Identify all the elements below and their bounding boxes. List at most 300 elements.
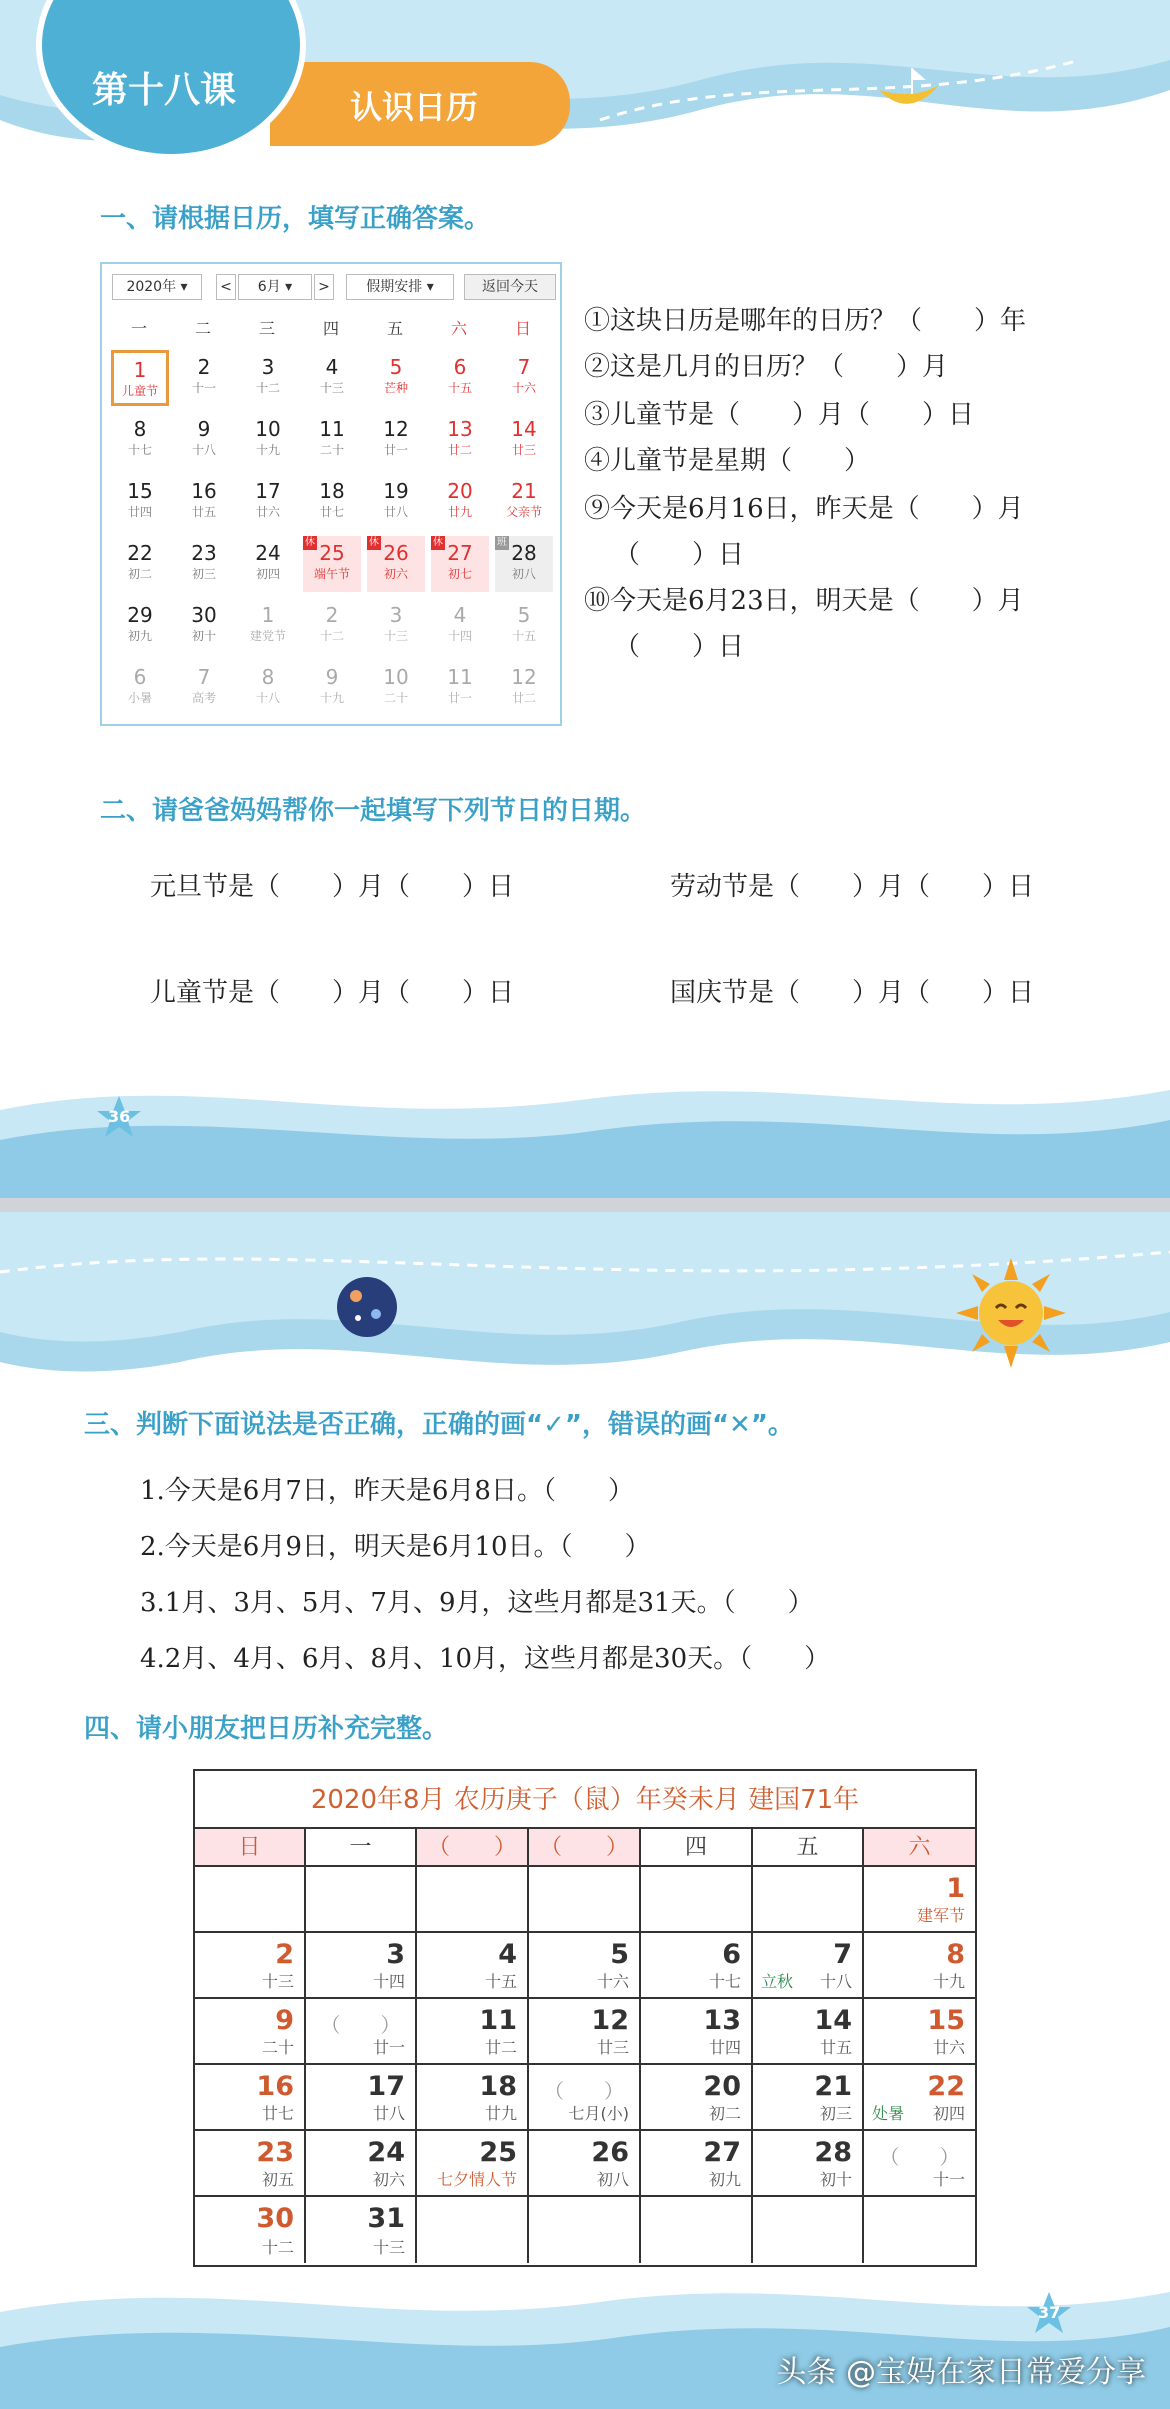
day-number: 21 <box>511 479 537 503</box>
lunar-label: 端午节 <box>313 567 350 581</box>
calendar-day-cell[interactable] <box>175 598 233 654</box>
lunar-label: 十七 <box>127 443 152 457</box>
lunar-label: 廿七 <box>261 2104 294 2123</box>
calendar-day-cell[interactable] <box>111 474 169 530</box>
lunar-label: 小暑 <box>127 691 152 705</box>
calendar-day-cell <box>641 1933 753 1999</box>
holiday-tag: 休 <box>305 537 315 548</box>
q2-item-labor-day: 劳动节是（ ）月（ ）日 <box>670 872 1035 902</box>
day-number: 22 <box>927 2071 965 2102</box>
holiday-tag: 休 <box>369 537 379 548</box>
day-number: 21 <box>814 2071 852 2102</box>
lunar-label: 初四 <box>932 2104 965 2123</box>
lunar-label: 儿童节 <box>121 384 158 398</box>
calendar-day-cell[interactable] <box>495 412 553 468</box>
calendar-day-cell[interactable] <box>239 350 297 406</box>
day-number: 23 <box>191 541 217 565</box>
q1-item: （ ）日 <box>614 540 745 570</box>
lunar-label: 十三 <box>261 1972 294 1991</box>
lunar-label: 十三 <box>372 2238 405 2257</box>
lunar-label: 初四 <box>255 567 280 581</box>
lunar-label: 廿六 <box>255 505 280 519</box>
calendar-day-cell[interactable] <box>367 412 425 468</box>
day-number: 8 <box>946 1939 965 1970</box>
day-number: 7 <box>197 665 211 689</box>
calendar-day-cell[interactable] <box>431 350 489 406</box>
lunar-label: 初五 <box>261 2170 294 2189</box>
calendar-day-cell[interactable] <box>111 412 169 468</box>
lunar-label: 十五 <box>447 381 472 395</box>
watermark: 头条 @宝妈在家日常爱分享 <box>776 2355 1146 2390</box>
calendar-day-cell <box>306 2197 417 2263</box>
q1-item: ⑨今天是6月16日，昨天是（ ）月 <box>584 494 1024 524</box>
lunar-label: 初十 <box>191 629 216 643</box>
holiday-select-value: 假期安排 <box>366 279 423 295</box>
lunar-label: 十五 <box>511 629 536 643</box>
day-number: 15 <box>127 479 153 503</box>
calendar-day-cell[interactable] <box>239 598 297 654</box>
weekday-header: 日 <box>514 319 531 338</box>
weekday-header: 四 <box>641 1829 753 1867</box>
lunar-label: 廿二 <box>447 443 472 457</box>
calendar-day-cell[interactable] <box>239 412 297 468</box>
lunar-label: 初八 <box>511 567 536 581</box>
calendar-day-cell[interactable] <box>175 474 233 530</box>
page-number-star <box>1026 2290 1072 2336</box>
calendar-day-cell <box>306 1867 417 1933</box>
day-number: 9 <box>197 417 211 441</box>
lunar-label: 十八 <box>819 1972 852 1991</box>
calendar-day-cell[interactable] <box>175 660 233 716</box>
day-number: 25 <box>319 541 345 565</box>
calendar-day-cell[interactable] <box>111 536 169 592</box>
calendar-day-cell[interactable] <box>303 412 361 468</box>
lunar-label: 廿七 <box>319 505 344 519</box>
calendar-day-cell[interactable] <box>367 536 425 592</box>
calendar-day-cell <box>864 2197 975 2263</box>
calendar-day-cell <box>641 2197 753 2263</box>
weekday-header: 日 <box>195 1829 306 1867</box>
calendar-day-cell[interactable] <box>175 412 233 468</box>
page-number: 36 <box>108 1107 131 1126</box>
day-number: 11 <box>447 665 473 689</box>
day-number: 26 <box>591 2137 629 2168</box>
calendar-day-cell <box>641 2131 753 2197</box>
lunar-label: 十九 <box>932 1972 965 1991</box>
lunar-label: 建军节 <box>916 1906 965 1925</box>
calendar-day-cell <box>529 2197 641 2263</box>
calendar-day-cell <box>195 1999 306 2065</box>
q2-item-national-day: 国庆节是（ ）月（ ）日 <box>670 978 1035 1008</box>
lunar-label: 廿二 <box>484 2038 517 2057</box>
weekday-header: 三 <box>258 319 275 338</box>
calendar-day-cell[interactable] <box>431 536 489 592</box>
day-number: 11 <box>319 417 345 441</box>
lesson-tab-label: 认识日历 <box>350 88 479 126</box>
day-number: 5 <box>389 355 403 379</box>
year-select[interactable] <box>112 274 202 300</box>
q1-item: ④儿童节是星期（ ） <box>584 446 871 476</box>
calendar-day-cell <box>641 1867 753 1933</box>
day-number: 8 <box>261 665 275 689</box>
lunar-label: 十二 <box>319 629 344 643</box>
calendar-day-cell <box>864 2065 975 2131</box>
lunar-label: 初九 <box>708 2170 741 2189</box>
calendar-day-cell <box>753 1867 864 1933</box>
calendar-day-cell[interactable] <box>175 536 233 592</box>
lunar-label: 初八 <box>596 2170 629 2189</box>
bottom-wave-decoration <box>0 1070 1170 1198</box>
lunar-label: 十七 <box>708 1972 741 1991</box>
lunar-label: 初三 <box>191 567 216 581</box>
lunar-label: 七月(小) <box>568 2104 629 2123</box>
q1-item: （ ）日 <box>614 632 745 662</box>
lunar-label: 初三 <box>819 2104 852 2123</box>
calendar-day-cell[interactable] <box>303 598 361 654</box>
lunar-label: 芒种 <box>383 381 408 395</box>
lunar-label: 廿三 <box>511 443 536 457</box>
lunar-label: 廿四 <box>708 2038 741 2057</box>
weekday-header[interactable]: （ ） <box>529 1829 641 1867</box>
lunar-label: 廿八 <box>372 2104 405 2123</box>
calendar-day-cell[interactable] <box>175 350 233 406</box>
day-number: 2 <box>275 1939 294 1970</box>
day-number: 8 <box>133 417 147 441</box>
lunar-label: 高考 <box>191 691 216 705</box>
calendar-day-cell <box>195 2065 306 2131</box>
day-number: 22 <box>127 541 153 565</box>
calendar-day-cell[interactable] <box>303 350 361 406</box>
day-number: 7 <box>833 1939 852 1970</box>
question-1-title: 一、请根据日历，填写正确答案。 <box>100 204 491 234</box>
calendar-day-cell[interactable] <box>431 412 489 468</box>
calendar-day-cell[interactable] <box>495 598 553 654</box>
day-number: 12 <box>383 417 409 441</box>
calendar-day-cell <box>864 1933 975 1999</box>
solar-term-label: 处暑 <box>872 2104 905 2123</box>
lunar-label: 二十 <box>383 691 408 705</box>
day-number: 9 <box>325 665 339 689</box>
lunar-label: 十一 <box>932 2170 965 2189</box>
prev-month-button[interactable]: < <box>216 274 236 300</box>
weekday-header: 六 <box>450 319 467 338</box>
calendar-day-cell[interactable] <box>431 660 489 716</box>
page-number: 37 <box>1038 2303 1061 2322</box>
calendar-day-cell <box>417 2197 529 2263</box>
lunar-label: 十九 <box>255 443 280 457</box>
sun-icon <box>956 1258 1066 1368</box>
day-number: 14 <box>814 2005 852 2036</box>
day-number: 3 <box>261 355 275 379</box>
calendar-day-cell[interactable] <box>239 536 297 592</box>
chevron-down-icon: ▾ <box>285 279 293 295</box>
day-number: 31 <box>367 2203 405 2234</box>
august-2020-calendar <box>193 1769 977 2267</box>
lunar-label: 建党节 <box>249 629 286 643</box>
calendar-day-cell <box>753 2197 864 2263</box>
calendar-day-cell[interactable] <box>303 536 361 592</box>
calendar-day-cell[interactable] <box>111 660 169 716</box>
calendar-day-cell[interactable] <box>495 660 553 716</box>
weekday-header: 五 <box>386 319 403 338</box>
calendar-day-cell[interactable] <box>495 474 553 530</box>
holiday-tag: 休 <box>433 537 443 548</box>
calendar-day-cell <box>753 1999 864 2065</box>
calendar-day-cell <box>417 2065 529 2131</box>
day-number: 3 <box>389 603 403 627</box>
lesson-tab <box>270 62 570 146</box>
lunar-label: 廿二 <box>511 691 536 705</box>
day-number: 10 <box>383 665 409 689</box>
question-4-title: 四、请小朋友把日历补充完整。 <box>84 1714 449 1744</box>
calendar-day-cell <box>753 2131 864 2197</box>
calendar-day-cell[interactable] <box>111 350 169 406</box>
fill-in-blank[interactable]: （ ） <box>544 2079 624 2103</box>
calendar-day-cell[interactable] <box>239 474 297 530</box>
lunar-label: 初十 <box>819 2170 852 2189</box>
day-number: 16 <box>191 479 217 503</box>
calendar-title: 2020年8月 农历庚子（鼠）年癸未月 建国71年 <box>195 1771 975 1829</box>
day-number: 30 <box>191 603 217 627</box>
q3-item-3: 3.1月、3月、5月、7月、9月，这些月都是31天。（ ） <box>140 1588 814 1618</box>
holiday-select[interactable] <box>346 274 454 300</box>
chevron-down-icon: ▾ <box>426 279 434 295</box>
day-number: 6 <box>453 355 467 379</box>
day-number: 19 <box>383 479 409 503</box>
fill-in-blank[interactable]: （ ） <box>879 2145 960 2169</box>
lunar-label: 初六 <box>383 567 408 581</box>
calendar-day-cell <box>417 1867 529 1933</box>
day-number: 24 <box>255 541 281 565</box>
day-number: 16 <box>256 2071 294 2102</box>
lunar-label: 二十 <box>261 2038 294 2057</box>
q3-item-2: 2.今天是6月9日，明天是6月10日。（ ） <box>140 1532 651 1562</box>
lunar-label: 十二 <box>261 2238 294 2257</box>
q1-item: ①这块日历是哪年的日历？（ ）年 <box>584 306 1027 336</box>
weekday-header: 二 <box>194 319 211 338</box>
day-number: 9 <box>275 2005 294 2036</box>
weekday-header: 六 <box>864 1829 975 1867</box>
calendar-day-cell <box>195 2197 306 2263</box>
day-number: 4 <box>325 355 339 379</box>
lunar-label: 父亲节 <box>505 505 542 519</box>
calendar-day-cell <box>529 1933 641 1999</box>
calendar-day-cell[interactable] <box>303 474 361 530</box>
day-number: 23 <box>256 2137 294 2168</box>
worksheet-page-37 <box>0 1212 1170 2409</box>
lunar-label: 廿四 <box>127 505 152 519</box>
calendar-day-cell[interactable] <box>431 598 489 654</box>
lunar-label: 十三 <box>319 381 344 395</box>
lunar-label: 初九 <box>127 629 152 643</box>
lunar-label: 廿一 <box>447 691 472 705</box>
lunar-label: 初二 <box>127 567 152 581</box>
calendar-day-cell <box>753 2065 864 2131</box>
day-number: 7 <box>517 355 531 379</box>
day-number: 18 <box>479 2071 517 2102</box>
day-number: 4 <box>498 1939 517 1970</box>
calendar-day-cell <box>529 2065 641 2131</box>
day-number: 5 <box>517 603 531 627</box>
day-number: 3 <box>386 1939 405 1970</box>
lunar-label: 廿一 <box>372 2038 405 2057</box>
chevron-down-icon: ▾ <box>180 279 188 295</box>
day-number: 15 <box>927 2005 965 2036</box>
holiday-tag: 班 <box>497 537 507 548</box>
lunar-label: 十八 <box>255 691 280 705</box>
lunar-label: 十四 <box>447 629 472 643</box>
day-number: 1 <box>133 358 147 382</box>
day-number: 13 <box>447 417 473 441</box>
lunar-label: 初六 <box>372 2170 405 2189</box>
weekday-header: 一 <box>130 319 147 338</box>
year-select-value: 2020年 <box>126 279 177 295</box>
day-number: 6 <box>133 665 147 689</box>
lunar-label: 廿一 <box>383 443 408 457</box>
lunar-label: 十四 <box>372 1972 405 1991</box>
calendar-day-cell[interactable] <box>303 660 361 716</box>
lunar-label: 十八 <box>191 443 216 457</box>
day-number: 25 <box>479 2137 517 2168</box>
day-number: 24 <box>367 2137 405 2168</box>
calendar-day-cell[interactable] <box>367 350 425 406</box>
calendar-day-cell <box>529 2131 641 2197</box>
calendar-day-cell[interactable] <box>111 598 169 654</box>
lesson-badge-label: 第十八课 <box>92 70 237 111</box>
day-number: 12 <box>511 665 537 689</box>
day-number: 1 <box>261 603 275 627</box>
weekday-header: 五 <box>753 1829 864 1867</box>
calendar-day-cell <box>529 1999 641 2065</box>
calendar-day-cell <box>306 1999 417 2065</box>
day-number: 13 <box>703 2005 741 2036</box>
june-2020-calendar <box>100 262 562 726</box>
lunar-label: 十六 <box>511 381 536 395</box>
day-number: 28 <box>814 2137 852 2168</box>
day-number: 14 <box>511 417 537 441</box>
month-select[interactable] <box>238 274 312 300</box>
q3-item-4: 4.2月、4月、6月、8月、10月，这些月都是30天。（ ） <box>140 1644 831 1674</box>
day-number: 10 <box>255 417 281 441</box>
calendar-toolbar <box>108 270 554 304</box>
q2-item-childrens-day: 儿童节是（ ）月（ ）日 <box>150 978 515 1008</box>
day-number: 17 <box>255 479 281 503</box>
q1-item: ②这是几月的日历？（ ）月 <box>584 352 949 382</box>
lunar-label: 廿九 <box>484 2104 517 2123</box>
day-number: 12 <box>591 2005 629 2036</box>
day-number: 4 <box>453 603 467 627</box>
calendar-day-cell <box>417 1933 529 1999</box>
q2-item-new-year: 元旦节是（ ）月（ ）日 <box>150 872 515 902</box>
day-number: 20 <box>447 479 473 503</box>
moon-boat-icon <box>874 60 944 120</box>
day-number: 18 <box>319 479 345 503</box>
lunar-label: 廿六 <box>932 2038 965 2057</box>
day-number: 27 <box>703 2137 741 2168</box>
calendar-day-cell <box>864 1999 975 2065</box>
calendar-day-cell[interactable] <box>495 350 553 406</box>
worksheet-page-36 <box>0 0 1170 1198</box>
day-number: 20 <box>703 2071 741 2102</box>
lunar-label: 廿五 <box>819 2038 852 2057</box>
day-number: 28 <box>511 541 537 565</box>
day-number: 29 <box>127 603 153 627</box>
calendar-day-cell <box>306 2131 417 2197</box>
q3-item-1: 1.今天是6月7日，昨天是6月8日。（ ） <box>140 1476 634 1506</box>
calendar-day-cell[interactable] <box>367 598 425 654</box>
calendar-day-cell <box>864 2131 975 2197</box>
calendar-day-cell[interactable] <box>239 660 297 716</box>
page-number-star <box>96 1094 142 1140</box>
calendar-day-cell <box>306 2065 417 2131</box>
question-3-title: 三、判断下面说法是否正确，正确的画“✓”，错误的画“✕”。 <box>84 1410 794 1440</box>
day-number: 6 <box>722 1939 741 1970</box>
calendar-day-cell[interactable] <box>431 474 489 530</box>
lunar-label: 十一 <box>191 381 216 395</box>
weekday-header: 一 <box>306 1829 417 1867</box>
day-number: 5 <box>610 1939 629 1970</box>
lunar-label: 十九 <box>319 691 344 705</box>
day-number: 2 <box>325 603 339 627</box>
q1-item: ⑩今天是6月23日，明天是（ ）月 <box>584 586 1024 616</box>
day-number: 27 <box>447 541 473 565</box>
calendar-day-cell <box>753 1933 864 1999</box>
lunar-label: 十五 <box>484 1972 517 1991</box>
lunar-label: 二十 <box>319 443 344 457</box>
day-number: 17 <box>367 2071 405 2102</box>
lunar-label: 初七 <box>447 567 472 581</box>
lunar-label: 廿八 <box>383 505 408 519</box>
calendar-day-cell <box>195 1867 306 1933</box>
next-month-button[interactable]: > <box>314 274 334 300</box>
lunar-label: 十二 <box>255 381 280 395</box>
calendar-day-cell[interactable] <box>367 474 425 530</box>
day-number: 11 <box>479 2005 517 2036</box>
calendar-day-cell <box>195 1933 306 1999</box>
back-to-today-button[interactable]: 返回今天 <box>464 274 556 300</box>
day-number: 30 <box>256 2203 294 2234</box>
question-2-title: 二、请爸爸妈妈帮你一起填写下列节日的日期。 <box>100 796 647 826</box>
lunar-label: 七夕情人节 <box>436 2170 517 2189</box>
calendar-day-cell <box>641 2065 753 2131</box>
calendar-day-cell <box>195 2131 306 2197</box>
lunar-label: 廿九 <box>447 505 472 519</box>
lunar-label: 廿三 <box>596 2038 629 2057</box>
calendar-day-cell <box>306 1933 417 1999</box>
planet-icon <box>334 1274 400 1340</box>
solar-term-label: 立秋 <box>761 1972 794 1991</box>
fill-in-blank[interactable]: （ ） <box>320 2013 401 2037</box>
month-select-value: 6月 <box>257 279 281 295</box>
day-number: 1 <box>946 1873 965 1904</box>
day-number: 2 <box>197 355 211 379</box>
weekday-header: 四 <box>322 319 339 338</box>
calendar-day-cell <box>641 1999 753 2065</box>
calendar-day-cell <box>529 1867 641 1933</box>
calendar-day-cell <box>417 1999 529 2065</box>
lunar-label: 初二 <box>708 2104 741 2123</box>
calendar-day-cell[interactable] <box>367 660 425 716</box>
weekday-header[interactable]: （ ） <box>417 1829 529 1867</box>
calendar-day-cell <box>864 1867 975 1933</box>
day-number: 26 <box>383 541 409 565</box>
lunar-label: 十三 <box>383 629 408 643</box>
calendar-day-cell[interactable] <box>495 536 553 592</box>
lunar-label: 廿五 <box>191 505 216 519</box>
lunar-label: 十六 <box>596 1972 629 1991</box>
q1-item: ③儿童节是（ ）月（ ）日 <box>584 400 975 430</box>
calendar-day-cell <box>417 2131 529 2197</box>
